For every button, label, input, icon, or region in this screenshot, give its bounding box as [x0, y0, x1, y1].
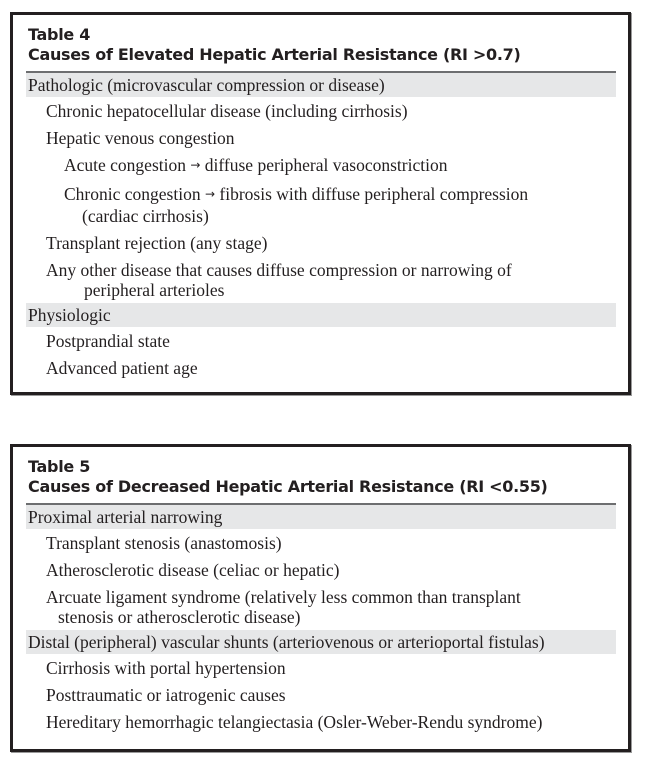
list-item	[26, 229, 616, 256]
row-text: Hereditary hemorrhagic telangiectasia (Osler-Weber-Rendu syndrome)	[46, 712, 543, 732]
list-item	[26, 681, 616, 708]
row-text: Pathologic (microvascular compression or disease)	[28, 75, 385, 95]
list-item	[26, 354, 616, 381]
list-item	[26, 256, 616, 303]
list-item	[26, 97, 616, 124]
list-item	[26, 327, 616, 354]
row-text: Chronic hepatocellular disease (including cirrhosis)	[46, 101, 408, 121]
right-arrow-icon: →	[190, 158, 201, 172]
list-item	[26, 151, 616, 180]
right-arrow-icon: →	[204, 187, 216, 201]
list-item	[26, 180, 616, 229]
table-header	[13, 15, 628, 65]
table-5	[10, 444, 631, 752]
table-number: Table 5	[28, 457, 91, 476]
row-continuation: (cardiac cirrhosis)	[82, 206, 209, 226]
row-text: Chronic congestion	[64, 184, 205, 204]
row-text: Any other disease that causes diffuse compression or narrowing of	[46, 260, 512, 280]
row-continuation: peripheral arterioles	[84, 280, 225, 300]
list-item	[26, 583, 616, 630]
table-title: Causes of Decreased Hepatic Arterial Resistance (RI <0.55)	[28, 477, 548, 496]
section-row-pathologic	[26, 73, 616, 97]
row-text: Atherosclerotic disease (celiac or hepatic)	[46, 560, 340, 580]
section-row-distal	[26, 630, 616, 654]
row-continuation: stenosis or atherosclerotic disease)	[58, 607, 301, 627]
table-header	[13, 447, 628, 497]
row-text: fibrosis with diffuse peripheral compression	[215, 184, 529, 204]
list-item	[26, 654, 616, 681]
row-text: Hepatic venous congestion	[46, 128, 235, 148]
row-text: Posttraumatic or iatrogenic causes	[46, 685, 286, 705]
row-text: Cirrhosis with portal hypertension	[46, 658, 286, 678]
table-4	[10, 12, 631, 395]
list-item	[26, 529, 616, 556]
list-item	[26, 124, 616, 151]
table-title: Causes of Elevated Hepatic Arterial Resistance (RI >0.7)	[28, 45, 521, 64]
row-text: Proximal arterial narrowing	[28, 507, 223, 527]
row-text: Distal (peripheral) vascular shunts (arteriovenous or arterioportal fistulas)	[28, 632, 545, 652]
list-item	[26, 708, 616, 735]
row-text: diffuse peripheral vasoconstriction	[200, 155, 448, 175]
table-number: Table 4	[28, 25, 91, 44]
section-row-physiologic	[26, 303, 616, 327]
row-text: Transplant rejection (any stage)	[46, 233, 268, 253]
row-text: Arcuate ligament syndrome (relatively less common than transplant	[46, 587, 521, 607]
list-item	[26, 556, 616, 583]
row-text: Postprandial state	[46, 331, 170, 351]
row-text: Physiologic	[28, 305, 111, 325]
row-text: Advanced patient age	[46, 358, 198, 378]
row-text: Transplant stenosis (anastomosis)	[46, 533, 282, 553]
section-row-proximal	[26, 505, 616, 529]
row-text: Acute congestion	[64, 155, 191, 175]
